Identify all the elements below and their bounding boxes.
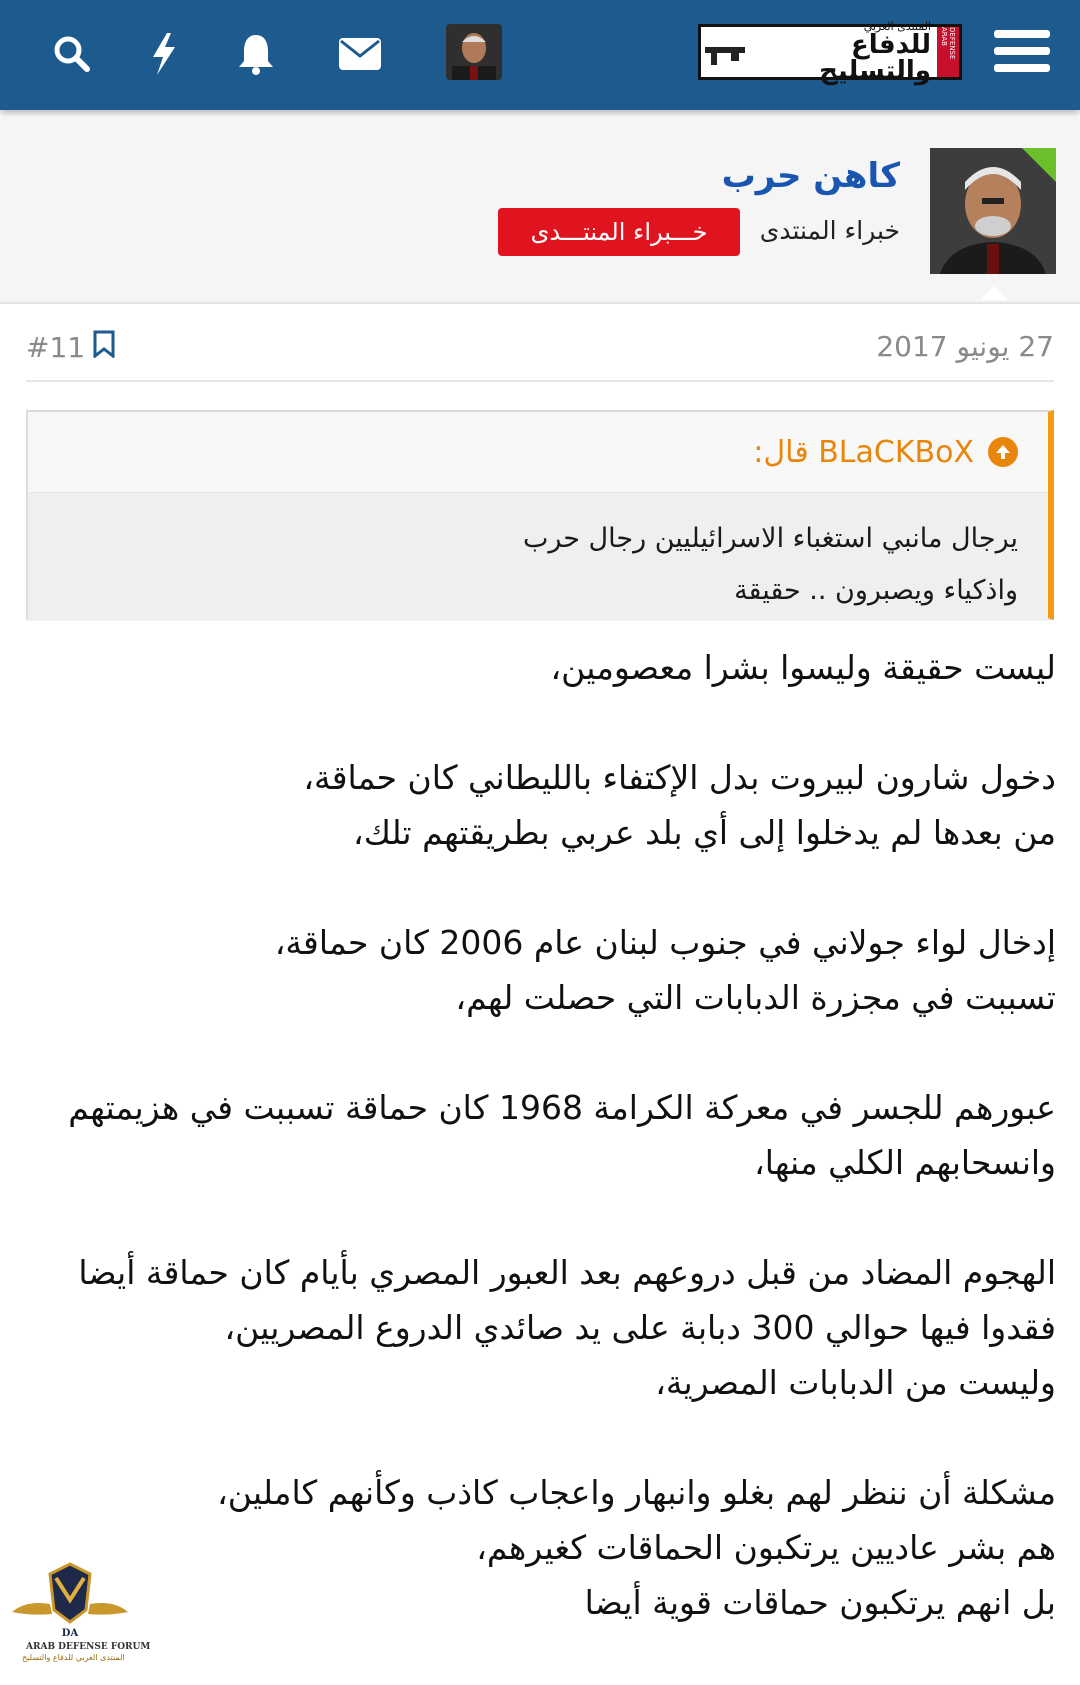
post-body [40,640,1056,1685]
watermark-text: ARAB DEFENSE FORUM [26,1642,151,1652]
paragraph-line: ليست حقيقة وليسوا بشرا معصومين، [550,648,1056,687]
forum-logo[interactable] [698,19,962,86]
logo-small-text: المنتدى العربي [863,19,931,33]
watermark-logo [10,1560,151,1662]
quote-line: يرجال مانبي استغباء الاسرائيليين رجال حرب [522,523,1018,554]
online-indicator [1022,148,1056,182]
quote-block [26,410,1054,620]
avatar-pointer [980,286,1008,300]
paragraph [40,1080,1056,1190]
envelope-icon[interactable] [330,24,390,84]
user-banner: خـــبراء المنتـــدى [498,208,740,256]
quote-line: واذكياء ويصبرون .. حقيقة [734,575,1018,606]
post-number-group [26,330,115,365]
logo-red-strip: DEFENSE ARAB [937,27,959,77]
lightning-icon[interactable] [134,24,194,84]
paragraph-line: تسببت في مجزرة الدبابات التي حصلت لهم، [455,978,1056,1017]
winged-shield-icon [10,1560,130,1642]
quote-header [28,412,1048,493]
paragraph [40,1245,1056,1410]
paragraph-line: دخول شارون لبيروت بدل الإكتفاء بالليطاني كان حماقة، [303,758,1056,797]
bell-icon[interactable] [226,24,286,84]
quote-body [28,493,1048,621]
arrow-up-icon[interactable] [988,437,1018,467]
paragraph-line: من بعدها لم يدخلوا إلى أي بلد عربي بطريقتهم تلك، [353,813,1056,852]
svg-text:DA: DA [61,1628,79,1639]
post-number[interactable]: #11 [26,331,86,364]
menu-icon[interactable] [994,30,1050,80]
post-user-block [0,116,1080,304]
paragraph-line: وليست من الدبابات المصرية، [655,1363,1056,1402]
paragraph-line: عبورهم للجسر في معركة الكرامة 1968 كان حماقة تسببت في هزيمتهم [68,1088,1056,1127]
bookmark-icon[interactable] [93,330,115,365]
paragraph-line: الهجوم المضاد من قبل دروعهم بعد العبور المصري بأيام كان حماقة أيضا [78,1253,1056,1292]
username-link[interactable]: كاهن حرب [721,156,900,196]
paragraph-line: إدخال لواء جولاني في جنوب لبنان عام 2006 كان حماقة، [274,923,1056,962]
paragraph [40,750,1056,860]
post-meta [26,330,1054,382]
top-navigation-bar [0,0,1080,110]
post-date[interactable]: 27 يونيو 2017 [876,330,1054,363]
paragraph-line: وانسحابهم الكلي منها، [754,1143,1056,1182]
user-avatar[interactable] [930,148,1056,274]
logo-big-text: للدفاع والتسليح [819,29,931,86]
paragraph-line: هم بشر عاديين يرتكبون الحماقات كغيرهم، [476,1528,1056,1567]
paragraph-line: فقدوا فيها حوالي 300 دبابة على يد صائدي الدروع المصريين، [224,1308,1056,1347]
quote-author[interactable]: BLaCKBoX قال: [753,434,974,470]
user-title: خبراء المنتدى [759,216,900,245]
avatar[interactable] [446,24,502,80]
paragraph [40,640,1056,695]
paragraph-line: بل انهم يرتكبون حماقات قوية أيضا [584,1583,1056,1622]
rifle-icon [701,27,751,77]
search-icon[interactable] [42,24,102,84]
paragraph-line: مشكلة أن ننظر لهم بغلو وانبهار واعجاب كاذب وكأنهم كاملين، [217,1473,1056,1512]
logo-text [751,21,937,84]
paragraph [40,1465,1056,1630]
watermark-text-arabic: المنتدى العربي للدفاع والتسليح [22,1653,125,1662]
paragraph [40,915,1056,1025]
